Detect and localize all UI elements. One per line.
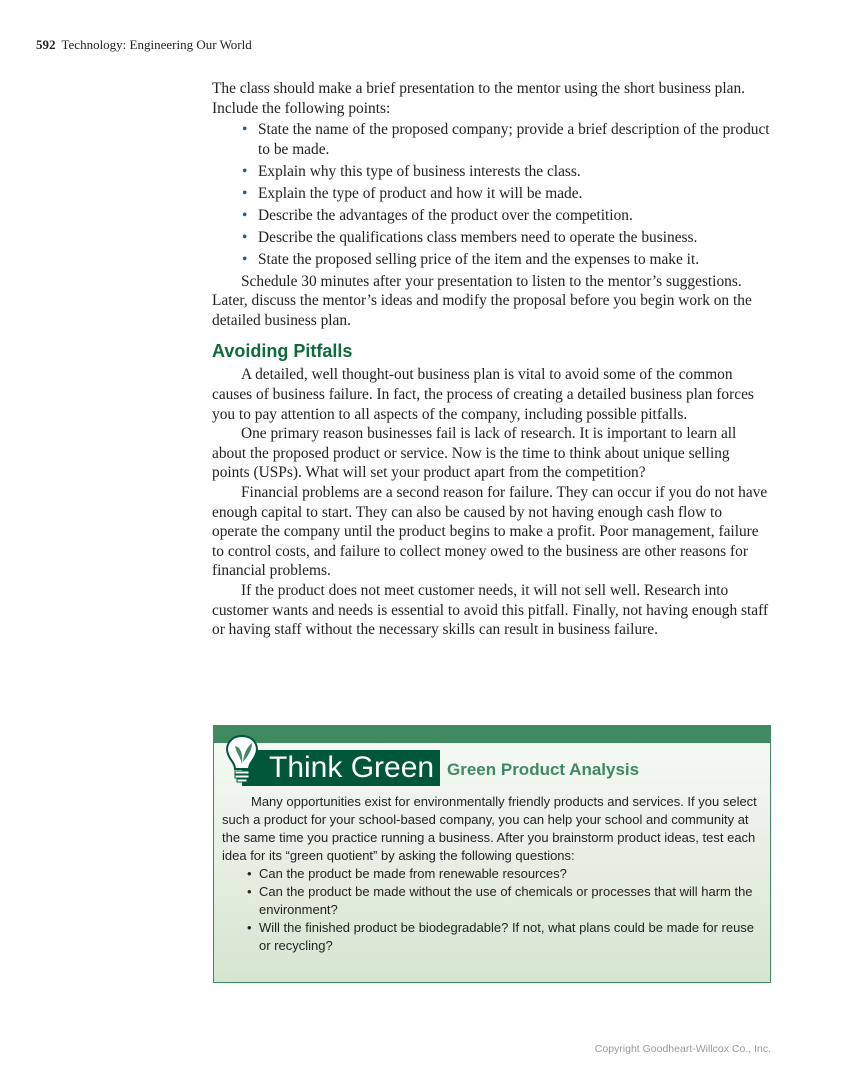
list-item: • State the name of the proposed company; provide a brief description of the product to be made. — [242, 121, 770, 158]
bullet-icon: • — [242, 162, 248, 180]
bullet-icon: • — [242, 206, 248, 224]
intro-paragraph: The class should make a brief presentation to the mentor using the short business plan. Include the following points: — [212, 80, 745, 117]
box-title: Green Product Analysis — [447, 760, 640, 779]
bullet-icon: • — [242, 228, 248, 246]
box-paragraph: Many opportunities exist for environmentally friendly products and services. If you select such a product for your school-based company, you can help your school and community at the same time you practice running a business. After you brainstorm product ideas, test each idea for its “green quotient” by asking the following questions: — [222, 794, 757, 863]
box-top-bar — [214, 726, 770, 743]
main-column — [212, 79, 770, 640]
bullet-icon: • — [242, 121, 248, 139]
list-item: • State the proposed selling price of the item and the expenses to make it. — [242, 250, 700, 268]
presentation-points — [212, 120, 770, 269]
lightbulb-leaf-icon — [222, 734, 262, 784]
section-heading: Avoiding Pitfalls — [212, 341, 353, 362]
box-body — [222, 793, 757, 955]
list-item: • Describe the qualifications class members need to operate the business. — [242, 228, 698, 246]
list-item: • Explain why this type of business interests the class. — [242, 162, 581, 180]
list-item: • Can the product be made without the use of chemicals or processes that will harm the environment? — [247, 884, 753, 917]
list-item: • Will the finished product be biodegradable? If not, what plans could be made for reuse or recycling? — [247, 920, 755, 953]
list-item: • Describe the advantages of the product over the competition. — [242, 206, 633, 224]
running-header — [36, 37, 252, 53]
green-questions — [222, 865, 757, 955]
paragraph: Financial problems are a second reason for failure. They can occur if you do not have enough capital to start. They can also be caused by not having enough cash flow to operate the company until the product begins to make a profit. Poor management, failure to control costs, and failure to collect money owed to the business are other reasons for financial problems. — [212, 484, 768, 580]
bullet-icon: • — [247, 920, 252, 935]
list-item: • Can the product be made from renewable resources? — [247, 866, 567, 881]
bullet-icon: • — [247, 884, 252, 899]
paragraph: One primary reason businesses fail is lack of research. It is important to learn all about the proposed product or service. Now is the time to think about unique selling points (USPs). What will set your product apart from the competition? — [212, 425, 737, 482]
bullet-icon: • — [242, 184, 248, 202]
list-item: • Explain the type of product and how it will be made. — [242, 184, 583, 202]
think-green-label: Think Green — [242, 750, 440, 786]
page-number: 592 — [36, 37, 56, 52]
bullet-icon: • — [242, 250, 248, 268]
paragraph: A detailed, well thought-out business plan is vital to avoid some of the common causes of business failure. In fact, the process of creating a detailed business plan forces you to pay attention to all aspects of the company, including possible pitfalls. — [212, 366, 754, 423]
think-green-box — [213, 725, 771, 983]
bullet-icon: • — [247, 866, 252, 881]
book-title: Technology: Engineering Our World — [61, 37, 252, 52]
schedule-paragraph: Schedule 30 minutes after your presentation to listen to the mentor’s suggestions. Later, discuss the mentor’s ideas and modify the proposal before you begin work on the detailed business plan. — [212, 272, 752, 329]
copyright: Copyright Goodheart-Willcox Co., Inc. — [594, 1043, 771, 1055]
paragraph: If the product does not meet customer needs, it will not sell well. Research into customer wants and needs is essential to avoid this pitfall. Finally, not having enough staff or having staff without the necessary skills can result in business failure. — [212, 582, 769, 639]
